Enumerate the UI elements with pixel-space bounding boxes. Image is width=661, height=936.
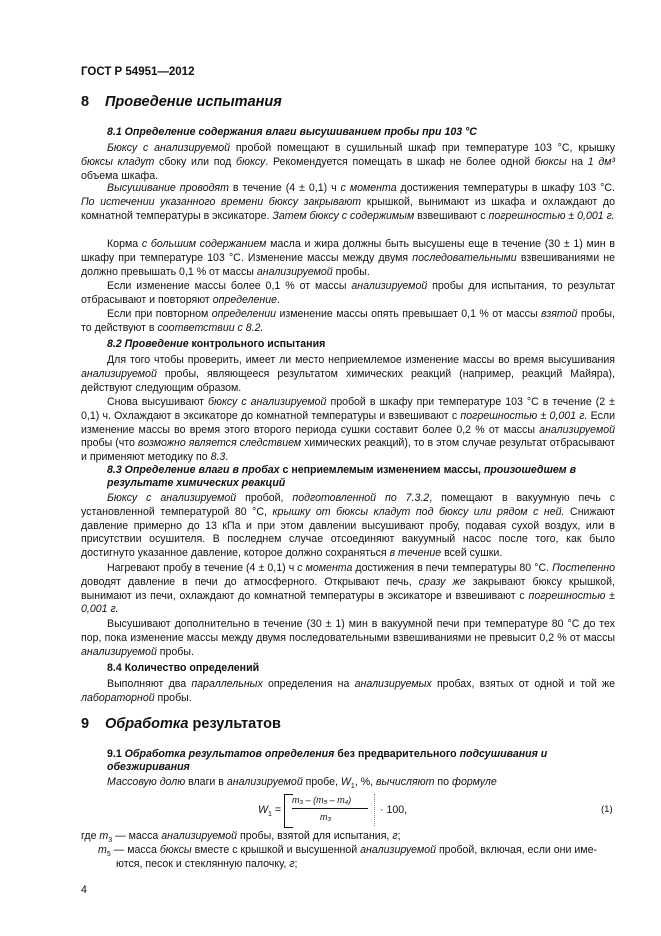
section-9-title-a: Обработка bbox=[105, 716, 189, 732]
paragraph-8-1-4: Если изменение массы более 0,1 % от массы анализируемой пробы для испытания, то результат отбрасывают и повторяют определение. bbox=[81, 280, 616, 306]
definition-m5: $m_5$ — масса бюксы вместе с крышкой и высушенной анализируемой пробой, включая, если они име- bbox=[98, 844, 597, 859]
paragraph-8-3-3: Высушивают дополнительно в течение (30 ± 1) мин в вакуумной печи при температуре 80 °С до тех пор, пока изменение массы между двумя последовательными взвешиваниями не превысит 0,2 % от массы анализируемой пробы. bbox=[81, 618, 615, 658]
section-8-number: 8 bbox=[81, 94, 90, 110]
formula-rhs: · 100, bbox=[380, 804, 408, 816]
paragraph-8-4-1: Выполняют два параллельных определения на анализируемых пробах, взятых от одной и той же лабораторной пробы. bbox=[81, 678, 615, 704]
page-number: 4 bbox=[81, 884, 87, 896]
formula-1 bbox=[258, 794, 618, 828]
paragraph-8-1-3: Корма с большим содержанием масла и жира должны быть высушены еще в течение (30 ± 1) мин в шкафу при температуре 103 °С. Изменение массы между двумя последовательными взвешиваниями не должно превышать 0,1 % от массы анализируемой пробы. bbox=[81, 238, 615, 278]
formula-bracket-right bbox=[370, 794, 375, 826]
section-9-heading bbox=[81, 716, 281, 732]
formula-numerator: m₃ – (m₅ – m₄) bbox=[292, 795, 352, 805]
paragraph-8-1-1: Бюксу с анализируемой пробой помещают в сушильный шкаф при температуре 103 °С, крышку бюксы кладут сбоку или под бюксу. Рекомендуется помещать в шкаф не более одной бюксы на 1 дм³ объема шкафа. bbox=[81, 142, 615, 182]
section-8-1-heading: 8.1 Определение содержания влаги высушиванием пробы при 103 °С bbox=[107, 126, 477, 138]
paragraph-8-1-5: Если при повторном определении изменение массы опять превышает 0,1 % от массы взятой пробы, то действуют в соответствии с 8.2. bbox=[81, 308, 615, 334]
paragraph-8-2-2: Снова высушивают бюксу с анализируемой пробой в шкафу при температуре 103 °С в течение (2 ± 0,1) ч. Охлаждают в эксикаторе до комнатной температуры и взвешивают с погрешностью ± 0,001 г. Если изменение массы во время этого второго периода сушки составит более 0,2 % от массы анализируемой пробы (что возможно является следствием химических реакций), то в этом случае результат отбрасывают и применяют методику по 8.3. bbox=[81, 396, 615, 464]
definition-m5-continued: ются, песок и стеклянную палочку, г; bbox=[116, 858, 298, 870]
paragraph-8-1-2: Высушивание проводят в течение (4 ± 0,1) ч с момента достижения температуры в шкафу 103 °С. По истечении указанного времени бюксу закрывают крышкой, вынимают из шкафа и охлаждают до комнатной температуры в эксикаторе. Затем бюксу с содержимым взвешивают с погрешностью ± 0,001 г. bbox=[81, 182, 615, 222]
paragraph-8-3-1: Бюксу с анализируемой пробой, подготовленной по 7.3.2, помещают в вакуумную печь с установленной температурой 80 °С, крышку от бюксы кладут под бюксу или рядом с ней. Снижают давление примерно до 13 кПа и при этом давлении высушивают пробу, подавая сухой воздух, или в присутствии осушителя. В последнем случае отсоединяют вакуумный насос после того, как было достигнуто указанное давление, которое должно сохраняться в течение всей сушки. bbox=[81, 492, 616, 560]
paragraph-9-1-1: Массовую долю влаги в анализируемой пробе, $W_1$, %, вычисляют по формуле bbox=[107, 776, 497, 791]
formula-number: (1) bbox=[601, 804, 613, 815]
section-8-3-heading: 8.3 Определение влаги в пробах с неприемлемым изменением массы, произошедшем в результате химических реакций bbox=[107, 464, 576, 489]
paragraph-8-2-1: Для того чтобы проверить, имеет ли место неприемлемое изменение массы во время высушивания анализируемой пробы, являющееся результатом химических реакций (например, реакций Майяра), действуют следующим образом. bbox=[81, 354, 615, 394]
section-8-title: Проведение испытания bbox=[105, 94, 282, 110]
section-8-heading bbox=[81, 94, 282, 110]
section-9-title-b: результатов bbox=[188, 716, 281, 732]
formula-denominator: m₃ bbox=[320, 812, 332, 822]
section-9-1-heading-text: 9.1 Обработка результатов определения без предварительного подсушивания и обезжиривания bbox=[107, 748, 548, 773]
section-8-4-heading: 8.4 Количество определений bbox=[107, 662, 260, 674]
formula-lhs: $W_1$ = bbox=[258, 804, 282, 819]
section-8-2-heading: 8.2 Проведение контрольного испытания bbox=[107, 338, 326, 350]
paragraph-8-3-2: Нагревают пробу в течение (4 ± 0,1) ч с момента достижения в печи температуры 80 °С. Постепенно доводят давление в печи до атмосферного. Открывают печь, сразу же закрывают бюксу крышкой, вынимают из печи, охлаждают до комнатной температуры в эксикаторе и взвешивают с погрешностью ± 0,001 г. bbox=[81, 562, 616, 616]
formula-fraction-bar bbox=[292, 808, 368, 809]
section-9-number: 9 bbox=[81, 716, 90, 732]
definition-m3: где $m_3$ — масса анализируемой пробы, взятой для испытания, г; bbox=[81, 830, 401, 845]
standard-header: ГОСТ Р 54951—2012 bbox=[81, 66, 195, 78]
